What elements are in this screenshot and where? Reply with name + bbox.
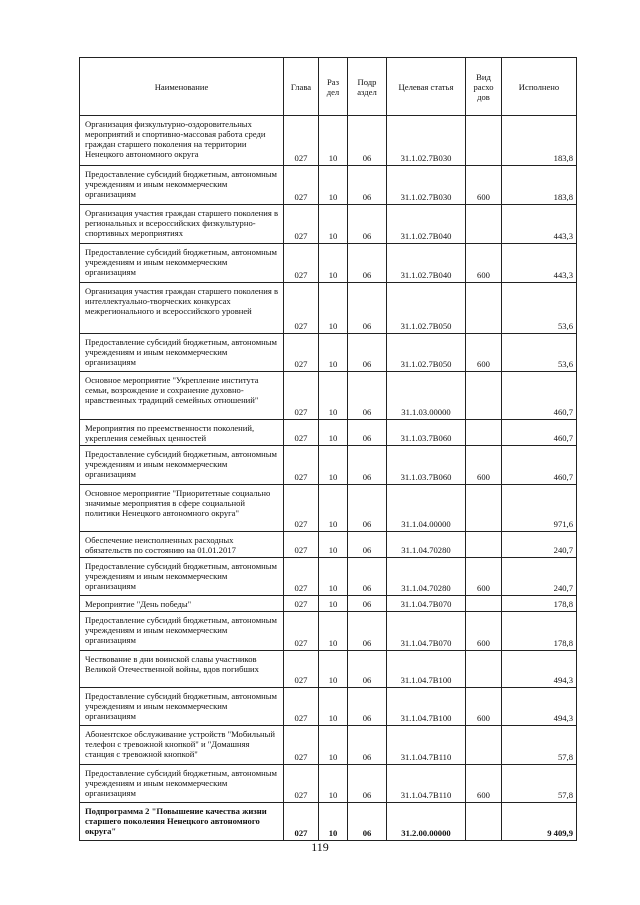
row-section: 10 (319, 688, 348, 726)
row-section: 10 (319, 334, 348, 372)
row-subsection: 06 (348, 558, 387, 596)
table-row (80, 651, 577, 688)
row-target: 31.1.04.70280 (387, 532, 466, 558)
row-exp-type: 600 (466, 334, 502, 372)
row-exp-type: 600 (466, 765, 502, 803)
row-executed: 460,7 (502, 420, 577, 446)
header-row (80, 58, 577, 116)
row-section: 10 (319, 283, 348, 334)
row-subsection: 06 (348, 116, 387, 166)
row-name: Предоставление субсидий бюджетным, автономным учреждениям и иным некоммерческим организациям (80, 334, 284, 372)
row-exp-type: 600 (466, 612, 502, 651)
row-chapter: 027 (284, 596, 319, 612)
row-section: 10 (319, 372, 348, 420)
row-target: 31.1.04.00000 (387, 485, 466, 532)
row-subsection: 06 (348, 651, 387, 688)
table-row (80, 688, 577, 726)
row-exp-type (466, 420, 502, 446)
row-chapter: 027 (284, 116, 319, 166)
row-name: Абонентское обслуживание устройств "Мобильный телефон с тревожной кнопкой" и "Домашняя станция с тревожной кнопкой" (80, 726, 284, 765)
row-executed: 240,7 (502, 558, 577, 596)
row-name: Организация участия граждан старшего поколения в интеллектуально-творческих конкурсах межрегионального и всероссийского уровней (80, 283, 284, 334)
row-section: 10 (319, 446, 348, 485)
row-subsection: 06 (348, 205, 387, 244)
row-subsection: 06 (348, 283, 387, 334)
header-exp-type: Вид расхо дов (466, 58, 502, 116)
row-executed: 57,8 (502, 726, 577, 765)
row-chapter: 027 (284, 726, 319, 765)
row-subsection: 06 (348, 612, 387, 651)
row-exp-type: 600 (466, 688, 502, 726)
row-subsection: 06 (348, 166, 387, 205)
row-subsection: 06 (348, 765, 387, 803)
row-executed: 183,8 (502, 116, 577, 166)
table-row (80, 446, 577, 485)
row-exp-type: 600 (466, 166, 502, 205)
row-target: 31.1.04.7В110 (387, 765, 466, 803)
row-name: Чествование в дни воинской славы участников Великой Отечественной войны, вдов погибших (80, 651, 284, 688)
row-name: Предоставление субсидий бюджетным, автономным учреждениям и иным некоммерческим организациям (80, 446, 284, 485)
row-name: Подпрограмма 2 "Повышение качества жизни старшего поколения Ненецкого автономного округа" (80, 803, 284, 841)
row-chapter: 027 (284, 205, 319, 244)
row-target: 31.1.04.7В100 (387, 651, 466, 688)
row-target: 31.1.02.7В030 (387, 166, 466, 205)
row-section: 10 (319, 205, 348, 244)
row-exp-type (466, 803, 502, 841)
row-name: Организация участия граждан старшего поколения в региональных и всероссийских физкультурно-спортивных мероприятиях (80, 205, 284, 244)
row-target: 31.1.04.7В070 (387, 612, 466, 651)
row-exp-type: 600 (466, 446, 502, 485)
row-target: 31.1.02.7В040 (387, 205, 466, 244)
row-executed: 9 409,9 (502, 803, 577, 841)
header-section: Раз дел (319, 58, 348, 116)
row-target: 31.1.03.7В060 (387, 420, 466, 446)
header-subsection: Подр аздел (348, 58, 387, 116)
row-name: Предоставление субсидий бюджетным, автономным учреждениям и иным некоммерческим организациям (80, 612, 284, 651)
row-executed: 57,8 (502, 765, 577, 803)
row-exp-type (466, 283, 502, 334)
table-row (80, 116, 577, 166)
row-executed: 183,8 (502, 166, 577, 205)
row-name: Предоставление субсидий бюджетным, автономным учреждениям и иным некоммерческим организациям (80, 765, 284, 803)
row-chapter: 027 (284, 532, 319, 558)
row-subsection: 06 (348, 532, 387, 558)
row-exp-type: 600 (466, 244, 502, 283)
row-target: 31.1.02.7В050 (387, 283, 466, 334)
row-subsection: 06 (348, 596, 387, 612)
row-chapter: 027 (284, 283, 319, 334)
row-section: 10 (319, 596, 348, 612)
row-exp-type (466, 596, 502, 612)
table-row (80, 612, 577, 651)
row-subsection: 06 (348, 688, 387, 726)
row-target: 31.1.02.7В030 (387, 116, 466, 166)
row-chapter: 027 (284, 166, 319, 205)
row-executed: 178,8 (502, 612, 577, 651)
row-target: 31.1.03.00000 (387, 372, 466, 420)
row-subsection: 06 (348, 446, 387, 485)
row-section: 10 (319, 166, 348, 205)
row-chapter: 027 (284, 612, 319, 651)
row-section: 10 (319, 651, 348, 688)
row-target: 31.1.02.7В050 (387, 334, 466, 372)
row-executed: 240,7 (502, 532, 577, 558)
row-executed: 443,3 (502, 244, 577, 283)
row-chapter: 027 (284, 558, 319, 596)
row-subsection: 06 (348, 334, 387, 372)
row-executed: 443,3 (502, 205, 577, 244)
row-section: 10 (319, 532, 348, 558)
row-section: 10 (319, 612, 348, 651)
table-row (80, 596, 577, 612)
table-row (80, 726, 577, 765)
row-chapter: 027 (284, 688, 319, 726)
table-row (80, 765, 577, 803)
header-chapter: Глава (284, 58, 319, 116)
row-name: Предоставление субсидий бюджетным, автономным учреждениям и иным некоммерческим организациям (80, 688, 284, 726)
row-exp-type (466, 651, 502, 688)
row-name: Организация физкультурно-оздоровительных мероприятий и спортивно-массовая работа среди граждан старшего поколения на территории Ненецкого автономного округа (80, 116, 284, 166)
row-target: 31.2.00.00000 (387, 803, 466, 841)
row-target: 31.1.04.70280 (387, 558, 466, 596)
row-name: Предоставление субсидий бюджетным, автономным учреждениям и иным некоммерческим организациям (80, 166, 284, 205)
row-chapter: 027 (284, 334, 319, 372)
row-exp-type: 600 (466, 558, 502, 596)
row-chapter: 027 (284, 372, 319, 420)
row-chapter: 027 (284, 485, 319, 532)
row-chapter: 027 (284, 803, 319, 841)
row-section: 10 (319, 558, 348, 596)
header-executed: Исполнено (502, 58, 577, 116)
row-exp-type (466, 726, 502, 765)
row-section: 10 (319, 244, 348, 283)
row-subsection: 06 (348, 485, 387, 532)
row-executed: 53,6 (502, 334, 577, 372)
row-exp-type (466, 205, 502, 244)
row-target: 31.1.04.7В110 (387, 726, 466, 765)
table-row (80, 485, 577, 532)
table-row (80, 372, 577, 420)
table-row (80, 244, 577, 283)
table-row (80, 205, 577, 244)
row-executed: 460,7 (502, 372, 577, 420)
row-section: 10 (319, 765, 348, 803)
header-target: Целевая статья (387, 58, 466, 116)
row-name: Обеспечение неисполненных расходных обязательств по состоянию на 01.01.2017 (80, 532, 284, 558)
row-section: 10 (319, 420, 348, 446)
table-row (80, 532, 577, 558)
row-chapter: 027 (284, 244, 319, 283)
row-section: 10 (319, 803, 348, 841)
page-number: 119 (311, 840, 329, 854)
row-subsection: 06 (348, 803, 387, 841)
row-name: Основное мероприятие "Приоритетные социально значимые мероприятия в сфере социальной политики Ненецкого автономного округа" (80, 485, 284, 532)
row-exp-type (466, 372, 502, 420)
row-executed: 494,3 (502, 651, 577, 688)
row-target: 31.1.04.7В100 (387, 688, 466, 726)
row-executed: 178,8 (502, 596, 577, 612)
table-row (80, 420, 577, 446)
row-target: 31.1.04.7В070 (387, 596, 466, 612)
table-row (80, 283, 577, 334)
row-name: Предоставление субсидий бюджетным, автономным учреждениям и иным некоммерческим организациям (80, 244, 284, 283)
table-row (80, 803, 577, 841)
row-subsection: 06 (348, 372, 387, 420)
budget-table (79, 57, 577, 841)
row-exp-type (466, 485, 502, 532)
row-subsection: 06 (348, 420, 387, 446)
row-chapter: 027 (284, 446, 319, 485)
row-target: 31.1.02.7В040 (387, 244, 466, 283)
row-chapter: 027 (284, 651, 319, 688)
row-chapter: 027 (284, 765, 319, 803)
table-body (80, 116, 577, 841)
row-subsection: 06 (348, 726, 387, 765)
row-executed: 53,6 (502, 283, 577, 334)
row-name: Мероприятия по преемственности поколений, укрепления семейных ценностей (80, 420, 284, 446)
table-row (80, 558, 577, 596)
row-executed: 460,7 (502, 446, 577, 485)
table-row (80, 334, 577, 372)
row-section: 10 (319, 485, 348, 532)
row-subsection: 06 (348, 244, 387, 283)
row-exp-type (466, 532, 502, 558)
row-name: Основное мероприятие "Укрепление института семьи, возрождение и сохранение духовно-нравственных традиций семейных отношений" (80, 372, 284, 420)
row-executed: 494,3 (502, 688, 577, 726)
row-name: Предоставление субсидий бюджетным, автономным учреждениям и иным некоммерческим организациям (80, 558, 284, 596)
header-name: Наименование (80, 58, 284, 116)
row-chapter: 027 (284, 420, 319, 446)
table-row (80, 166, 577, 205)
row-name: Мероприятие "День победы" (80, 596, 284, 612)
row-target: 31.1.03.7В060 (387, 446, 466, 485)
row-executed: 971,6 (502, 485, 577, 532)
row-exp-type (466, 116, 502, 166)
row-section: 10 (319, 116, 348, 166)
row-section: 10 (319, 726, 348, 765)
